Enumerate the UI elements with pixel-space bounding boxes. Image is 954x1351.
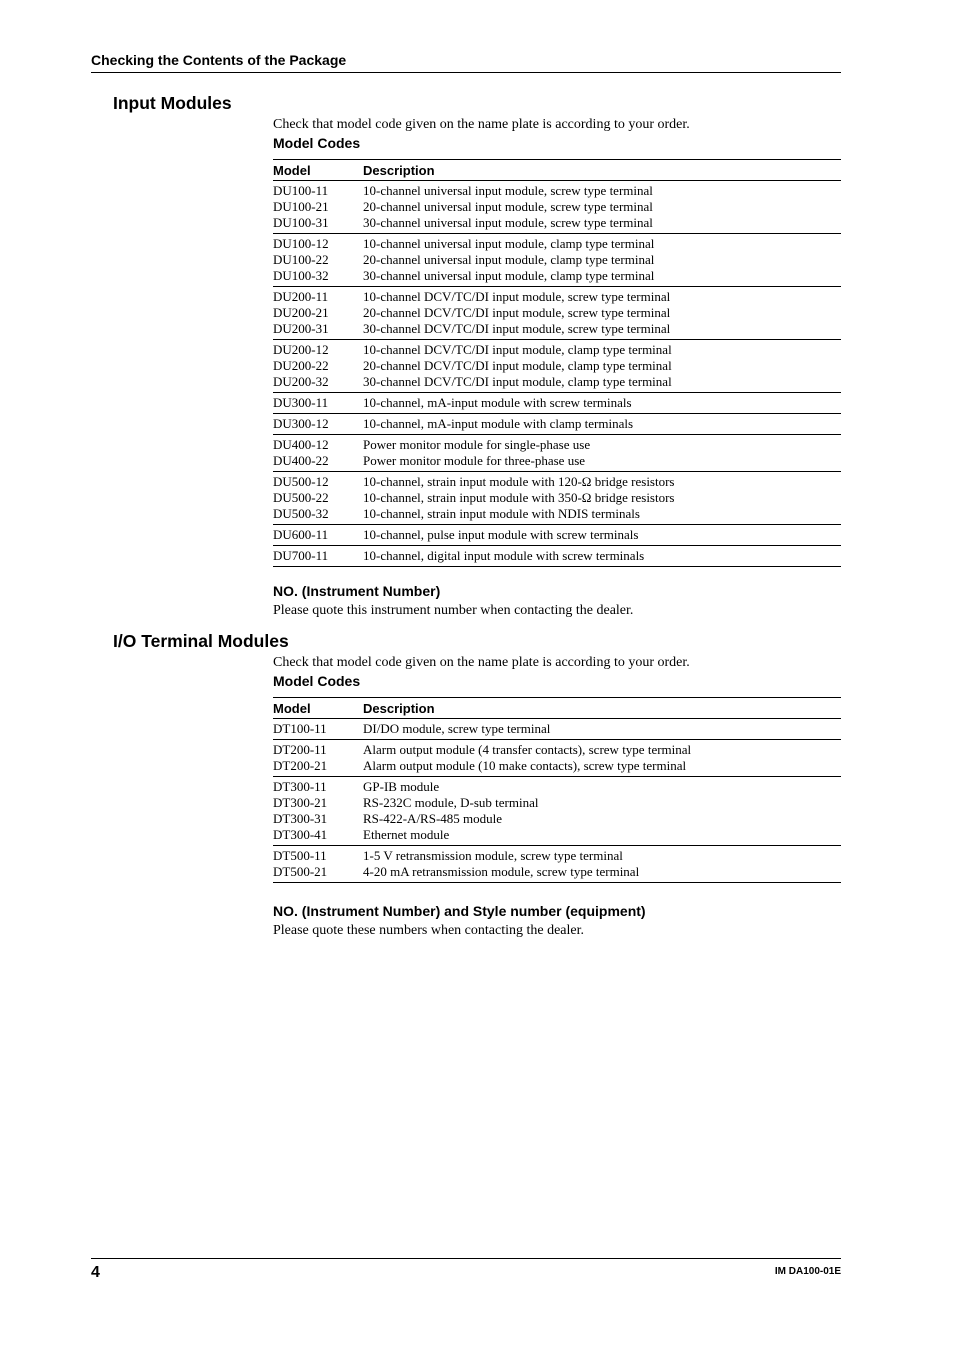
input-instrument-number-text: Please quote this instrument number when contacting the dealer.	[273, 603, 634, 618]
description-cell: GP-IB module	[363, 779, 440, 794]
page-number: 4	[91, 1264, 100, 1281]
io-model-codes-table	[273, 697, 841, 883]
model-code-cell: DU500-32	[273, 506, 329, 521]
table-row	[273, 506, 841, 522]
table-row	[273, 437, 841, 453]
model-code-cell: DU100-11	[273, 183, 329, 198]
table-row	[273, 758, 841, 774]
model-code-cell: DU200-31	[273, 321, 329, 336]
description-cell: 30-channel DCV/TC/DI input module, clamp type terminal	[363, 374, 672, 389]
description-cell: Ethernet module	[363, 827, 450, 842]
model-code-cell: DU100-22	[273, 252, 329, 267]
model-code-cell: DT200-11	[273, 742, 327, 757]
model-code-cell: DT300-11	[273, 779, 327, 794]
table-header-row	[273, 698, 841, 719]
table-row	[273, 453, 841, 469]
input-modules-heading: Input Modules	[113, 93, 232, 113]
io-instrument-number-heading: NO. (Instrument Number) and Style number (equipment)	[273, 903, 646, 919]
model-code-cell: DT500-21	[273, 864, 328, 879]
description-cell: DI/DO module, screw type terminal	[363, 721, 551, 736]
description-cell: 30-channel DCV/TC/DI input module, screw type terminal	[363, 321, 671, 336]
description-cell: 20-channel universal input module, clamp type terminal	[363, 252, 655, 267]
table-row	[273, 395, 841, 411]
table-row-group	[273, 777, 841, 846]
model-code-cell: DU400-22	[273, 453, 329, 468]
model-code-cell: DT300-41	[273, 827, 328, 842]
description-cell: Power monitor module for single-phase use	[363, 437, 591, 452]
table-body	[273, 181, 841, 567]
header-rule	[91, 72, 841, 73]
table-row	[273, 183, 841, 199]
model-code-cell: DT100-11	[273, 721, 327, 736]
description-cell: 10-channel, mA-input module with screw terminals	[363, 395, 632, 410]
column-header-description: Description	[363, 701, 435, 716]
description-cell: Alarm output module (4 transfer contacts), screw type terminal	[363, 742, 692, 757]
io-modules-heading: I/O Terminal Modules	[113, 631, 289, 651]
description-cell: 10-channel, pulse input module with screw terminals	[363, 527, 639, 542]
description-cell: 20-channel universal input module, screw type terminal	[363, 199, 653, 214]
table-row	[273, 721, 841, 737]
table-row	[273, 358, 841, 374]
footer-rule	[91, 1258, 841, 1259]
input-modules-intro: Check that model code given on the name plate is according to your order.	[273, 117, 690, 132]
table-row	[273, 342, 841, 358]
page-header-title: Checking the Contents of the Package	[91, 52, 347, 68]
input-model-codes-table	[273, 159, 841, 567]
model-code-cell: DU700-11	[273, 548, 329, 563]
model-code-cell: DU100-32	[273, 268, 329, 283]
model-code-cell: DU600-11	[273, 527, 329, 542]
table-row	[273, 252, 841, 268]
description-cell: 30-channel universal input module, clamp type terminal	[363, 268, 655, 283]
description-cell: 10-channel, strain input module with 350-Ω bridge resistors	[363, 490, 675, 505]
model-code-cell: DU200-22	[273, 358, 329, 373]
table-row	[273, 827, 841, 843]
table-header-row	[273, 160, 841, 181]
table-row	[273, 321, 841, 337]
description-cell: 10-channel, strain input module with NDIS terminals	[363, 506, 640, 521]
model-code-cell: DU500-12	[273, 474, 329, 489]
table-row	[273, 527, 841, 543]
description-cell: 10-channel, mA-input module with clamp terminals	[363, 416, 634, 431]
table-row-group	[273, 414, 841, 435]
description-cell: 1-5 V retransmission module, screw type terminal	[363, 848, 623, 863]
table-row-group	[273, 393, 841, 414]
description-cell: RS-422-A/RS-485 module	[363, 811, 503, 826]
table-row	[273, 848, 841, 864]
model-code-cell: DT300-31	[273, 811, 328, 826]
document-id: IM DA100-01E	[774, 1266, 841, 1277]
column-header-model: Model	[273, 701, 311, 716]
description-cell: 30-channel universal input module, screw type terminal	[363, 215, 653, 230]
model-code-cell: DU200-12	[273, 342, 329, 357]
description-cell: 10-channel, strain input module with 120-Ω bridge resistors	[363, 474, 675, 489]
table-row	[273, 268, 841, 284]
description-cell: 10-channel, digital input module with screw terminals	[363, 548, 645, 563]
table-row	[273, 864, 841, 880]
model-code-cell: DU400-12	[273, 437, 329, 452]
table-row	[273, 779, 841, 795]
io-model-codes-label: Model Codes	[273, 673, 361, 689]
model-code-cell: DU500-22	[273, 490, 329, 505]
table-row-group	[273, 472, 841, 525]
description-cell: RS-232C module, D-sub terminal	[363, 795, 539, 810]
table-row	[273, 374, 841, 390]
table-row-group	[273, 546, 841, 567]
description-cell: 20-channel DCV/TC/DI input module, screw type terminal	[363, 305, 671, 320]
table-row-group	[273, 719, 841, 740]
table-row	[273, 742, 841, 758]
table-row-group	[273, 435, 841, 472]
table-row	[273, 289, 841, 305]
description-cell: Alarm output module (10 make contacts), screw type terminal	[363, 758, 687, 773]
table-row-group	[273, 181, 841, 234]
table-row	[273, 416, 841, 432]
model-code-cell: DT300-21	[273, 795, 328, 810]
table-row	[273, 811, 841, 827]
table-row	[273, 215, 841, 231]
description-cell: 10-channel DCV/TC/DI input module, screw type terminal	[363, 289, 671, 304]
model-code-cell: DU100-31	[273, 215, 329, 230]
model-code-cell: DU100-12	[273, 236, 329, 251]
model-code-cell: DU100-21	[273, 199, 329, 214]
table-row-group	[273, 234, 841, 287]
table-body	[273, 719, 841, 883]
model-code-cell: DT200-21	[273, 758, 328, 773]
model-code-cell: DU300-11	[273, 395, 329, 410]
table-row	[273, 199, 841, 215]
column-header-description: Description	[363, 163, 435, 178]
table-row-group	[273, 287, 841, 340]
description-cell: 10-channel DCV/TC/DI input module, clamp type terminal	[363, 342, 672, 357]
table-row	[273, 305, 841, 321]
description-cell: 20-channel DCV/TC/DI input module, clamp type terminal	[363, 358, 672, 373]
input-model-codes-label: Model Codes	[273, 135, 361, 151]
model-code-cell: DU200-32	[273, 374, 329, 389]
description-cell: 4-20 mA retransmission module, screw type terminal	[363, 864, 640, 879]
table-row-group	[273, 740, 841, 777]
table-row-group	[273, 525, 841, 546]
table-row	[273, 236, 841, 252]
table-row	[273, 548, 841, 564]
model-code-cell: DU200-21	[273, 305, 329, 320]
description-cell: 10-channel universal input module, screw type terminal	[363, 183, 653, 198]
table-row	[273, 795, 841, 811]
description-cell: 10-channel universal input module, clamp type terminal	[363, 236, 655, 251]
io-instrument-number-text: Please quote these numbers when contacting the dealer.	[273, 923, 585, 938]
model-code-cell: DU200-11	[273, 289, 329, 304]
input-instrument-number-heading: NO. (Instrument Number)	[273, 583, 441, 599]
table-row-group	[273, 846, 841, 883]
model-code-cell: DU300-12	[273, 416, 329, 431]
model-code-cell: DT500-11	[273, 848, 327, 863]
table-row-group	[273, 340, 841, 393]
table-row	[273, 490, 841, 506]
column-header-model: Model	[273, 163, 311, 178]
table-row	[273, 474, 841, 490]
description-cell: Power monitor module for three-phase use	[363, 453, 586, 468]
io-modules-intro: Check that model code given on the name plate is according to your order.	[273, 655, 690, 670]
